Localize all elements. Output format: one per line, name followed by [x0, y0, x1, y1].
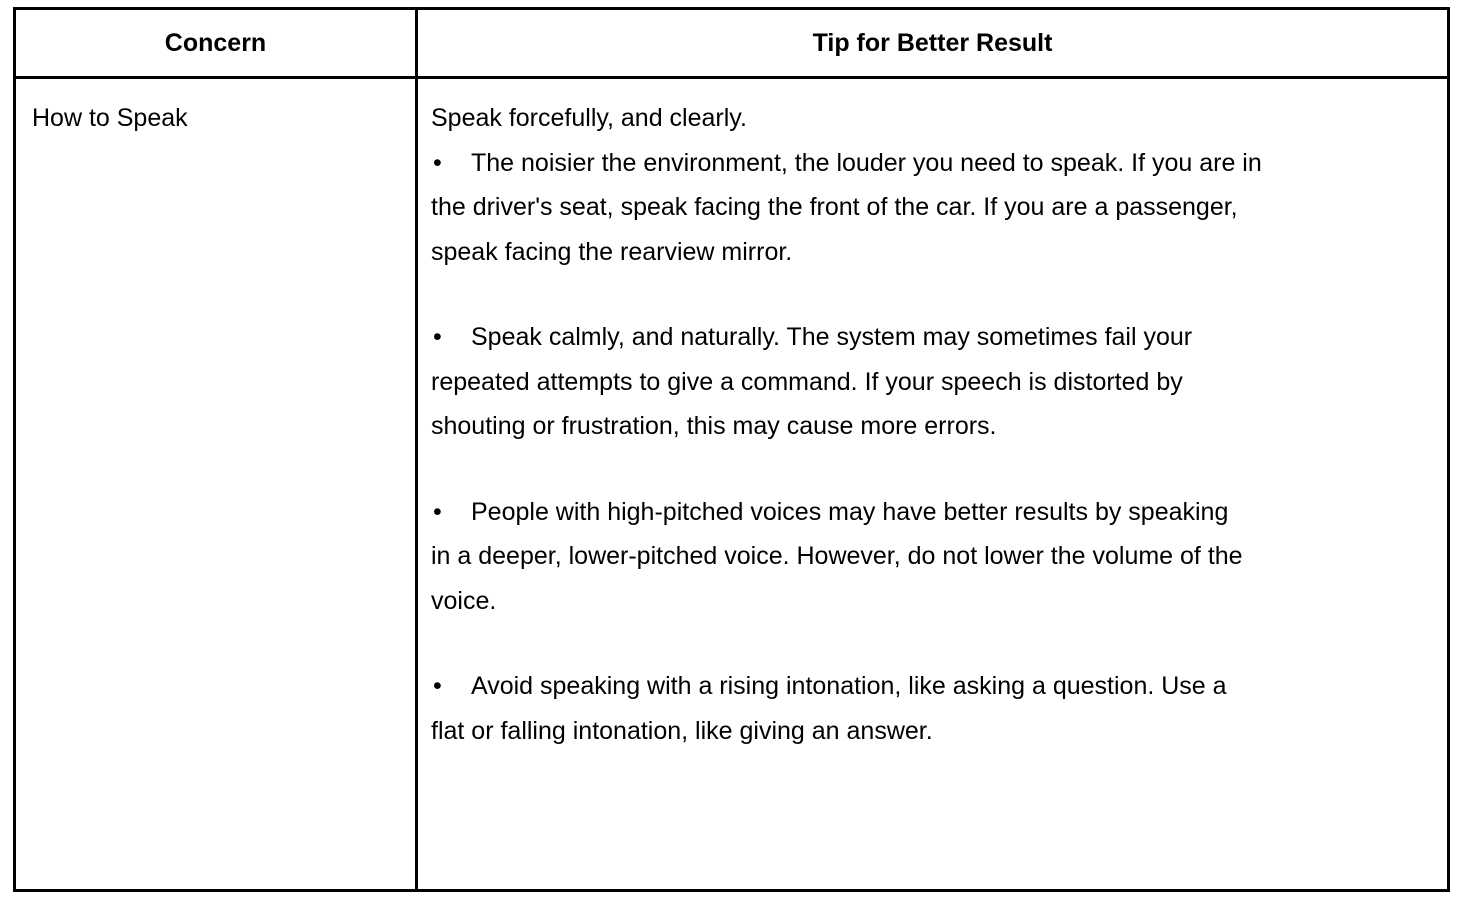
- column-divider: [415, 10, 418, 889]
- header-concern: Concern: [164, 28, 267, 57]
- header-divider: [16, 76, 1447, 79]
- tip-bullet-text: The noisier the environment, the louder you need to speak. If you are in the driver's seat, speak facing the front of the car. If you are a passenger, speak facing the rearview mirror.: [431, 148, 1262, 266]
- tip-bullet-3: [431, 490, 1371, 624]
- tips-table: [13, 7, 1450, 892]
- bullet-mark: •: [433, 148, 442, 177]
- bullet-mark: •: [433, 672, 442, 700]
- bullet-mark: •: [433, 323, 442, 351]
- bullet-mark: •: [433, 497, 442, 526]
- tip-cell: [431, 96, 1371, 753]
- concern-cell: How to Speak: [32, 104, 188, 132]
- tip-bullet-2: [431, 315, 1371, 449]
- tip-bullet-text: People with high-pitched voices may have better results by speaking in a deeper, lower-pitched voice. However, do not lower the volume of the voice.: [431, 497, 1243, 615]
- header-tip: Tip for Better Result: [812, 28, 1053, 57]
- tip-bullet-4: [431, 664, 1371, 753]
- tip-bullet-1: [431, 141, 1371, 275]
- tip-bullet-text: Avoid speaking with a rising intonation, like asking a question. Use a flat or falling intonation, like giving an answer.: [431, 672, 1227, 745]
- tip-intro: Speak forcefully, and clearly.: [431, 104, 747, 132]
- tip-bullet-text: Speak calmly, and naturally. The system may sometimes fail your repeated attempts to give a command. If your speech is distorted by shouting or frustration, this may cause more errors.: [431, 323, 1193, 440]
